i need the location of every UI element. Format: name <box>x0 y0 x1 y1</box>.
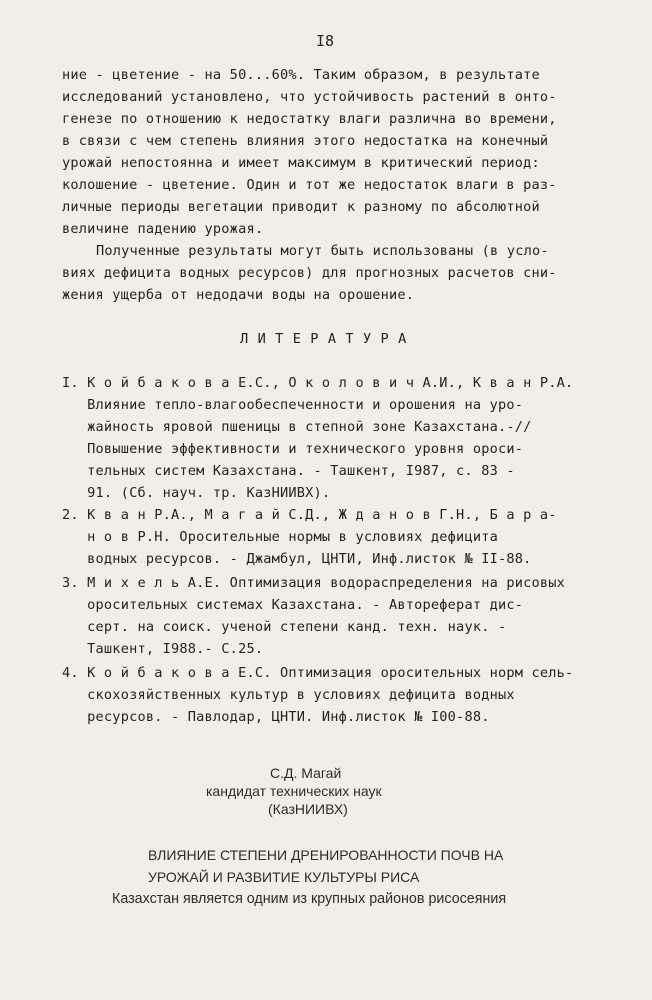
text-line: жения ущерба от недодачи воды на орошение. <box>62 287 415 303</box>
reference-line: серт. на соиск. ученой степени канд. техн. наук. - <box>62 619 507 635</box>
text-line: Полученные результаты могут быть использованы (в усло- <box>96 243 549 259</box>
article-title-line-2: УРОЖАЙ И РАЗВИТИЕ КУЛЬТУРЫ РИСА <box>148 869 420 885</box>
references-heading: Л И Т Е Р А Т У Р А <box>240 331 407 347</box>
reference-line: тельных систем Казахстана. - Ташкент, I987, с. 83 - <box>62 463 515 479</box>
reference-line: 4. К о й б а к о в а Е.С. Оптимизация оросительных норм сель- <box>62 665 574 681</box>
author-name: С.Д. Магай <box>270 765 342 781</box>
reference-line: Повышение эффективности и технического уровня ороси- <box>62 441 524 457</box>
reference-line: ресурсов. - Павлодар, ЦНТИ. Инф.листок № I00-88. <box>62 709 490 725</box>
text-line: колошение - цветение. Один и тот же недостаток влаги в раз- <box>62 177 557 193</box>
reference-line: Ташкент, I988.- С.25. <box>62 641 264 657</box>
text-line: исследований установлено, что устойчивость растений в онто- <box>62 89 557 105</box>
article-first-line: Казахстан является одним из крупных районов рисосеяния <box>112 891 507 907</box>
text-line: генезе по отношению к недостатку влаги различна во времени, <box>62 111 557 127</box>
reference-line: 91. (Сб. науч. тр. КазНИИВХ). <box>62 485 331 501</box>
reference-line: I. К о й б а к о в а Е.С., О к о л о в и ч А.И., К в а н Р.А. <box>62 375 574 391</box>
reference-line: оросительных системах Казахстана. - Автореферат дис- <box>62 597 524 613</box>
author-degree: кандидат технических наук <box>206 783 382 799</box>
text-line: в связи с чем степень влияния этого недостатка на конечный <box>62 133 549 149</box>
reference-line: водных ресурсов. - Джамбул, ЦНТИ, Инф.листок № II-88. <box>62 551 532 567</box>
text-line: величине падению урожая. <box>62 221 264 237</box>
text-line: урожай непостоянна и имеет максимум в критический период: <box>62 155 540 171</box>
author-affiliation: (КазНИИВХ) <box>268 801 348 817</box>
text-line: личные периоды вегетации приводит к разному по абсолютной <box>62 199 540 215</box>
text-line: ние - цветение - на 50...60%. Таким образом, в результате <box>62 67 540 83</box>
article-title-line-1: ВЛИЯНИЕ СТЕПЕНИ ДРЕНИРОВАННОСТИ ПОЧВ НА <box>148 847 504 863</box>
page-number: I8 <box>316 32 335 50</box>
reference-line: Влияние тепло-влагообеспеченности и орошения на уро- <box>62 397 524 413</box>
reference-line: скохозяйственных культур в условиях дефицита водных <box>62 687 515 703</box>
reference-line: 3. М и х е л ь А.Е. Оптимизация водораспределения на рисовых <box>62 575 566 591</box>
reference-line: 2. К в а н Р.А., М а г а й С.Д., Ж д а н о в Г.Н., Б а р а- <box>62 507 557 523</box>
reference-line: н о в Р.Н. Оросительные нормы в условиях дефицита <box>62 529 498 545</box>
reference-line: жайность яровой пшеницы в степной зоне Казахстана.-// <box>62 419 532 435</box>
text-line: виях дефицита водных ресурсов) для прогнозных расчетов сни- <box>62 265 557 281</box>
